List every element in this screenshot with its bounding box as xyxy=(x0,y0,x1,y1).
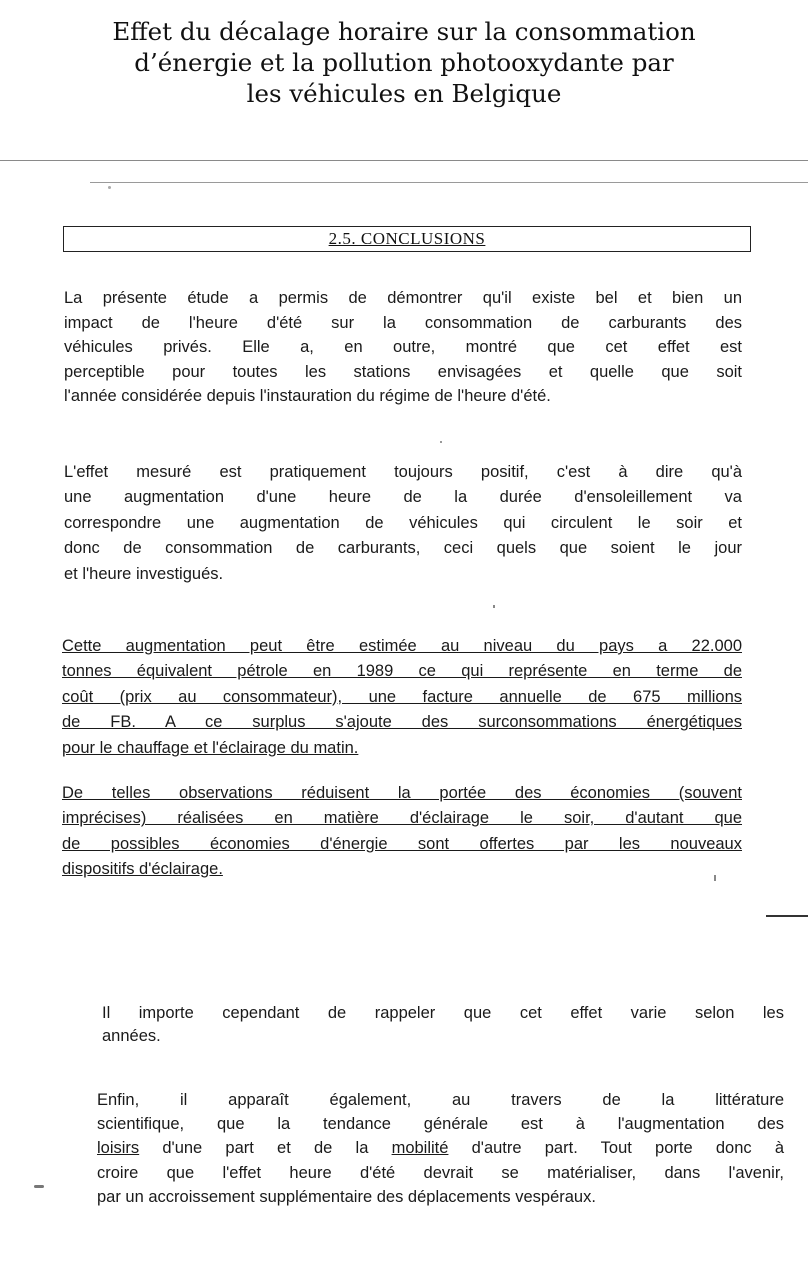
underlined-word: mobilité xyxy=(391,1139,449,1158)
paragraph-observations xyxy=(62,781,742,883)
title-line: les véhicules en Belgique xyxy=(246,79,562,108)
text-fragment: d'autre part. Tout porte donc à xyxy=(448,1139,784,1158)
text-line: Cette augmentation peut être estimée au niveau du pays a 22.000 xyxy=(62,637,742,655)
paragraph-variation xyxy=(102,1002,784,1047)
section-heading-box xyxy=(63,226,751,252)
scan-speck xyxy=(440,441,442,443)
scan-speck xyxy=(108,186,111,189)
text-line: impact de l'heure d'été sur la consommation de carburants des xyxy=(64,313,742,332)
header-divider-secondary xyxy=(90,182,808,183)
text-line: dispositifs d'éclairage. xyxy=(62,860,223,879)
text-line: une augmentation d'une heure de la durée d'ensoleillement va xyxy=(64,488,742,507)
paragraph-effect xyxy=(64,460,742,587)
text-line: croire que l'effet heure d'été devrait se matérialiser, dans l'avenir, xyxy=(97,1163,784,1182)
header-divider xyxy=(0,160,808,161)
text-line: années. xyxy=(102,1026,161,1045)
text-line: Enfin, il apparaît également, au travers de la littérature xyxy=(97,1091,784,1109)
text-line: scientifique, que la tendance générale est à l'augmentation des xyxy=(97,1115,784,1134)
document-title xyxy=(20,16,788,109)
text-line: imprécises) réalisées en matière d'éclairage le soir, d'autant que xyxy=(62,809,742,828)
text-line: Il importe cependant de rappeler que cet effet varie selon les xyxy=(102,1004,784,1022)
paragraph-findings xyxy=(64,286,742,409)
scan-speck xyxy=(34,1185,44,1188)
margin-stroke xyxy=(766,915,808,917)
title-line: Effet du décalage horaire sur la consommation xyxy=(112,17,696,46)
text-line: par un accroissement supplémentaire des déplacements vespéraux. xyxy=(97,1187,596,1206)
text-line: de FB. A ce surplus s'ajoute des surconsommations énergétiques xyxy=(62,713,742,732)
paragraph-outlook xyxy=(97,1088,784,1209)
underlined-word: loisirs xyxy=(97,1139,140,1158)
text-fragment: d'une part et de la xyxy=(139,1139,392,1158)
text-line: pour le chauffage et l'éclairage du matin. xyxy=(62,738,359,757)
text-line: et l'heure investigués. xyxy=(64,564,224,583)
paragraph-estimate xyxy=(62,634,742,761)
text-line: L'effet mesuré est pratiquement toujours positif, c'est à dire qu'à xyxy=(64,463,742,481)
text-line: La présente étude a permis de démontrer qu'il existe bel et bien un xyxy=(64,289,742,307)
text-line: tonnes équivalent pétrole en 1989 ce qui représente en terme de xyxy=(62,662,742,681)
title-line: d’énergie et la pollution photooxydante par xyxy=(134,48,674,77)
text-line xyxy=(97,1136,784,1160)
scan-speck xyxy=(714,875,716,881)
text-line: l'année considérée depuis l'instauration du régime de l'heure d'été. xyxy=(64,387,551,406)
text-line: véhicules privés. Elle a, en outre, montré que cet effet est xyxy=(64,338,742,357)
text-line: coût (prix au consommateur), une facture annuelle de 675 millions xyxy=(62,687,742,706)
text-line: de possibles économies d'énergie sont offertes par les nouveaux xyxy=(62,834,742,853)
text-line: correspondre une augmentation de véhicules qui circulent le soir et xyxy=(64,513,742,532)
scan-speck xyxy=(493,605,495,608)
text-line: donc de consommation de carburants, ceci quels que soient le jour xyxy=(64,539,742,558)
section-heading: 2.5. CONCLUSIONS xyxy=(328,229,486,248)
text-line: De telles observations réduisent la portée des économies (souvent xyxy=(62,784,742,802)
text-line: perceptible pour toutes les stations envisagées et quelle que soit xyxy=(64,362,742,381)
